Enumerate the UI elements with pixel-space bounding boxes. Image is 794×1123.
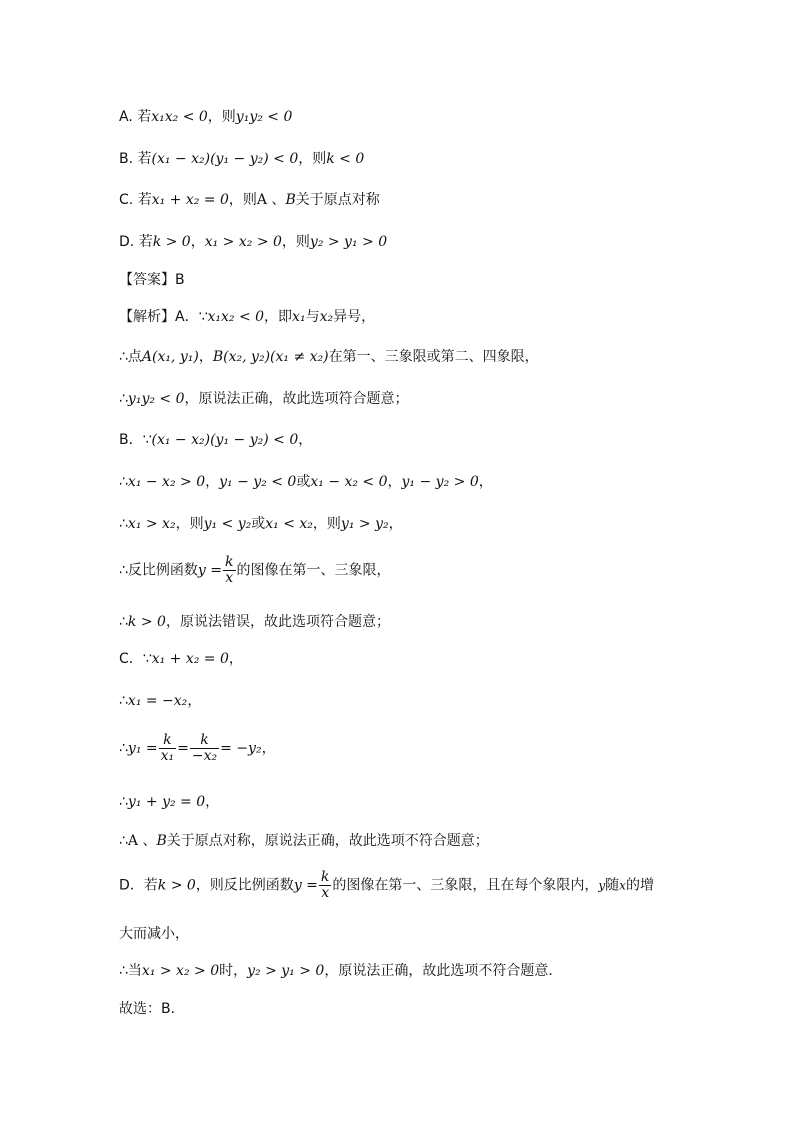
text: 【解析】A．∵ (119, 309, 208, 325)
math: x₁ − x₂ > 0 (127, 474, 206, 490)
math: x₁ > x₂ > 0 (204, 234, 282, 250)
analysis-line-9 (119, 650, 243, 668)
math: x₁ = −x₂ (127, 693, 188, 709)
analysis-line-11 (119, 733, 276, 764)
math: x₁ < x₂ (265, 516, 313, 532)
text: 关于原点对称，原说法正确，故此选项不符合题意； (166, 833, 489, 849)
text: ， (387, 474, 402, 490)
math: y₁ − y₂ > 0 (401, 474, 479, 490)
analysis-line-12 (119, 793, 219, 811)
text: ∴ (119, 614, 128, 630)
text: 、 (267, 192, 286, 208)
text: ， (190, 234, 205, 250)
answer: 【答案】B (119, 272, 185, 288)
math: B(x₂, y₂)(x₁ ≠ x₂) (212, 349, 329, 365)
math: k < 0 (326, 151, 365, 167)
math: A (127, 833, 139, 849)
analysis-line-6 (119, 515, 403, 533)
text: ，原说法正确，故此选项不符合题意． (324, 963, 563, 979)
analysis-line-8 (119, 613, 390, 631)
math: y₁ = (127, 740, 158, 757)
math: B (285, 192, 296, 208)
text: ∴ (119, 693, 128, 709)
text: ∴反比例函数 (119, 562, 198, 579)
option-label: C. (119, 192, 134, 208)
text: 在第一、三象限或第二、四象限， (328, 349, 539, 365)
math: y (598, 878, 606, 893)
fraction (319, 870, 331, 901)
option-a (119, 108, 292, 126)
math: y = (197, 562, 223, 579)
option-b (119, 150, 364, 168)
analysis-line-15: 大而减小， (119, 926, 189, 942)
fraction-numerator: k (225, 554, 234, 570)
analysis-line-13 (119, 832, 489, 850)
text: ，则 (312, 516, 341, 532)
text: ， (298, 432, 313, 448)
text: ∴点 (119, 349, 142, 365)
text: 的增 (625, 877, 654, 894)
math: x₁ + x₂ = 0 (151, 192, 229, 208)
text: ∴ (119, 391, 128, 407)
text: ，则 (207, 109, 236, 125)
analysis-line-2 (119, 348, 539, 366)
math: y₁ − y₂ < 0 (219, 474, 297, 490)
math: A (256, 192, 267, 208)
math: x₁ (292, 309, 306, 325)
fraction-denominator: x (225, 570, 234, 586)
text: ∴当 (119, 963, 142, 979)
text: C．∵ (119, 651, 152, 667)
math: (x₁ − x₂)(y₁ − y₂) < 0 (151, 432, 299, 448)
math: y₁y₂ < 0 (127, 391, 185, 407)
math: y₁ < y₂ (203, 516, 252, 532)
math: x₁x₂ < 0 (151, 109, 208, 125)
text: 或 (296, 474, 311, 490)
text: ，则 (298, 151, 327, 167)
math: (x₁ − x₂)(y₁ − y₂) < 0 (151, 151, 299, 167)
analysis-line-3 (119, 390, 409, 408)
math: x (619, 878, 626, 893)
text: ，原说法错误，故此选项符合题意； (165, 614, 390, 630)
fraction (190, 733, 219, 764)
math: = (177, 740, 189, 757)
math: x₂ (319, 309, 334, 325)
math: x₁x₂ < 0 (207, 309, 265, 325)
fraction (159, 733, 177, 764)
option-label: A. (119, 109, 133, 125)
text: 若 (137, 109, 152, 125)
text: 的图像在第一、三象限， (236, 562, 391, 579)
text: ，则反比例函数 (195, 877, 294, 894)
text: ，则 (228, 192, 257, 208)
text: ∴ (119, 794, 128, 810)
text: ， (205, 794, 220, 810)
analysis-line-4 (119, 431, 312, 449)
analysis-line-16 (119, 962, 562, 980)
text: ， (388, 516, 403, 532)
math: x₁ − x₂ < 0 (310, 474, 388, 490)
fraction (223, 555, 235, 586)
text: ∴ (119, 516, 128, 532)
text: 关于原点对称 (295, 192, 380, 208)
fraction-numerator: k (320, 869, 330, 885)
option-c (119, 191, 380, 209)
text: 与 (305, 309, 320, 325)
fraction-denominator: x (321, 885, 330, 901)
math: A(x₁, y₁) (141, 349, 199, 365)
analysis-line-7 (119, 555, 391, 586)
text: ， (478, 474, 493, 490)
math: y₂ > y₁ > 0 (309, 234, 388, 250)
text: ，即 (264, 309, 293, 325)
math: = −y₂ (220, 740, 262, 757)
text: 、 (138, 833, 157, 849)
math: x₁ > x₂ > 0 (141, 963, 220, 979)
text: B．∵ (119, 432, 152, 448)
text: ，则 (175, 516, 204, 532)
option-label: D. (119, 234, 135, 250)
text: ， (261, 740, 276, 757)
fraction-numerator: k (190, 733, 219, 749)
text: ， (228, 651, 243, 667)
text: ∴ (119, 740, 128, 757)
math: y₁ + y₂ = 0 (127, 794, 206, 810)
text: 的图像在第一、三象限，且在每个象限内， (332, 877, 599, 894)
math: x₁ + x₂ = 0 (151, 651, 229, 667)
math: k > 0 (152, 234, 191, 250)
text: ， (198, 349, 213, 365)
text: ∴ (119, 833, 128, 849)
text: 异号， (333, 309, 376, 325)
text: ∴ (119, 474, 128, 490)
text: D．若 (119, 877, 158, 894)
text: 随 (605, 877, 620, 894)
math: y₂ > y₁ > 0 (247, 963, 325, 979)
fraction-denominator: −x₂ (191, 748, 218, 764)
analysis-line-5 (119, 473, 493, 491)
text: 或 (251, 516, 266, 532)
math: y = (293, 877, 318, 894)
text: ， (187, 693, 202, 709)
text: 若 (137, 151, 152, 167)
fraction-denominator: x₁ (160, 748, 175, 764)
analysis-line-1 (119, 308, 375, 326)
text: 时， (219, 963, 248, 979)
analysis-line-14 (119, 870, 654, 901)
analysis-line-17: 故选：B． (119, 1001, 185, 1017)
math: k > 0 (157, 877, 196, 894)
analysis-line-10 (119, 692, 201, 710)
text: ， (205, 474, 220, 490)
text: 若 (138, 234, 153, 250)
option-label: B. (119, 151, 134, 167)
text: ，则 (281, 234, 310, 250)
text: ，原说法正确，故此选项符合题意； (184, 391, 409, 407)
fraction-numerator: k (159, 733, 177, 749)
math: B (156, 833, 167, 849)
math: x₁ > x₂ (127, 516, 176, 532)
text: 若 (137, 192, 152, 208)
math: k > 0 (127, 614, 166, 630)
option-d (119, 233, 387, 251)
math: y₁ > y₂ (340, 516, 389, 532)
math: y₁y₂ < 0 (235, 109, 293, 125)
